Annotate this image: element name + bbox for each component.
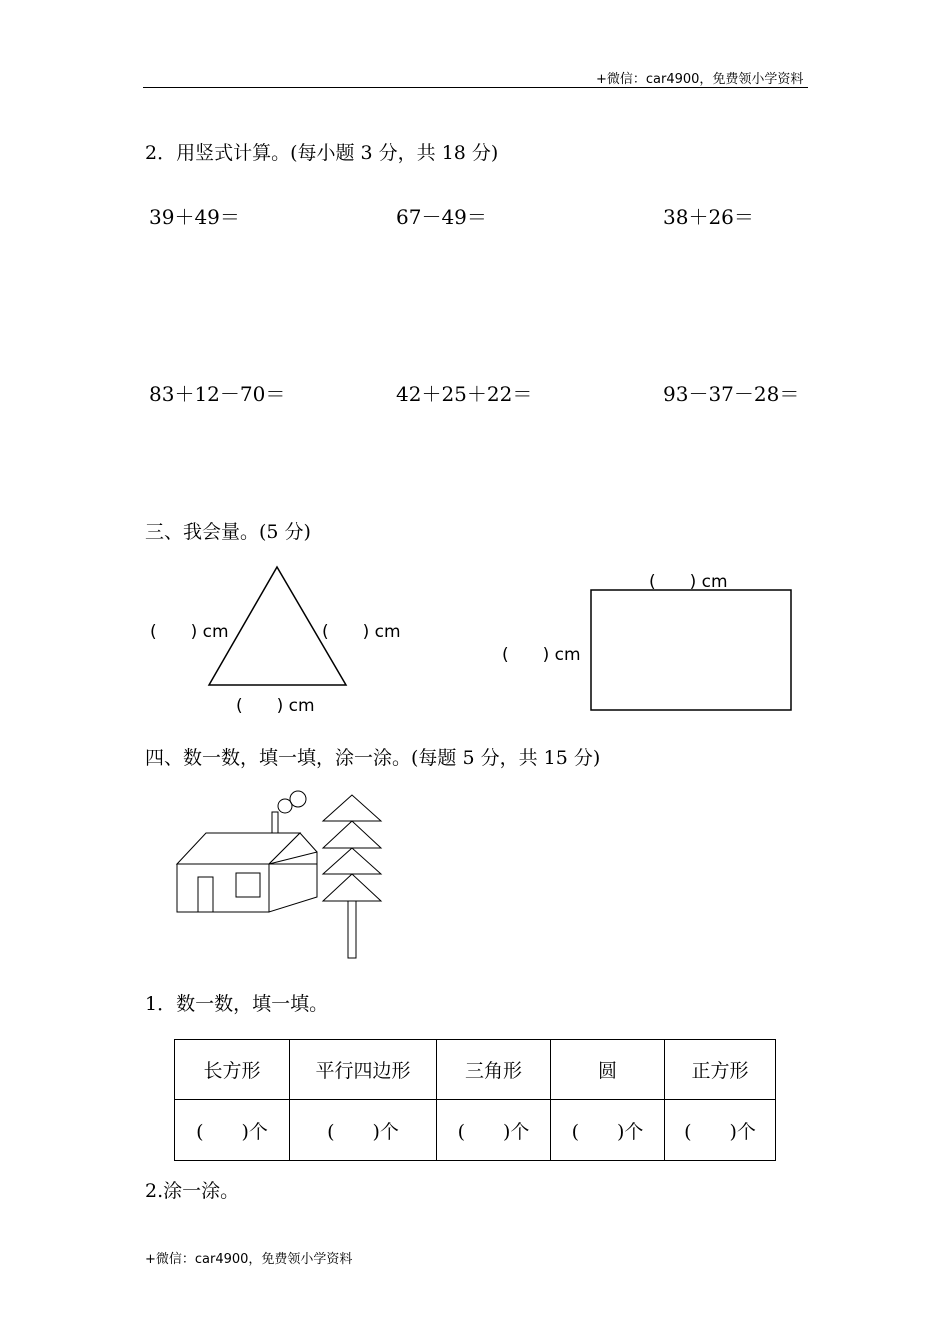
tree-figure — [323, 795, 381, 958]
count-subtitle-1: 1．数一数，填一填。 — [145, 993, 329, 1015]
tree-triangle-3 — [323, 848, 381, 874]
problem-6: 93－37－28＝ — [663, 382, 800, 406]
problem-4: 83＋12－70＝ — [149, 382, 286, 406]
tree-triangle-4 — [323, 874, 381, 901]
table-answer-cell: ( )个 — [665, 1100, 776, 1161]
rectangle-left-label: ( ) cm — [502, 645, 581, 665]
table-header-cell: 长方形 — [175, 1040, 290, 1100]
triangle-right-label: ( ) cm — [322, 622, 401, 642]
triangle-bottom-label: ( ) cm — [236, 696, 315, 716]
table-header-cell: 三角形 — [437, 1040, 551, 1100]
tree-trunk — [348, 901, 356, 958]
house-window — [236, 873, 260, 897]
table-answer-cell: ( )个 — [290, 1100, 437, 1161]
tree-triangle-1 — [323, 795, 381, 821]
table-answer-cell: ( )个 — [437, 1100, 551, 1161]
footer-watermark: +微信：car4900，免费领小学资料 — [145, 1252, 353, 1267]
house-chimney — [272, 812, 278, 833]
count-title: 四、数一数，填一填，涂一涂。(每题 5 分，共 15 分) — [145, 747, 601, 769]
shape-count-table — [174, 1039, 776, 1161]
house-figure — [177, 791, 317, 912]
measure-title: 三、我会量。(5 分) — [145, 521, 311, 543]
problem-1: 39＋49＝ — [149, 205, 240, 229]
table-header-cell: 正方形 — [665, 1040, 776, 1100]
problem-5: 42＋25＋22＝ — [396, 382, 533, 406]
problem-2: 67－49＝ — [396, 205, 487, 229]
table-header-cell: 圆 — [551, 1040, 665, 1100]
house-front-wall — [177, 864, 269, 912]
rectangle-top-label: ( ) cm — [649, 572, 728, 592]
vertical-calc-title: 2．用竖式计算。(每小题 3 分，共 18 分) — [145, 142, 499, 164]
problem-3: 38＋26＝ — [663, 205, 754, 229]
table-answer-cell: ( )个 — [175, 1100, 290, 1161]
smoke-circle-large — [290, 791, 306, 807]
measure-rectangle — [591, 590, 791, 710]
header-watermark: +微信：car4900，免费领小学资料 — [596, 72, 804, 87]
table-answer-cell: ( )个 — [551, 1100, 665, 1161]
tree-triangle-2 — [323, 821, 381, 848]
table-header-cell: 平行四边形 — [290, 1040, 437, 1100]
count-subtitle-2: 2.涂一涂。 — [145, 1180, 240, 1202]
triangle-left-label: ( ) cm — [150, 622, 229, 642]
house-door — [198, 877, 213, 912]
